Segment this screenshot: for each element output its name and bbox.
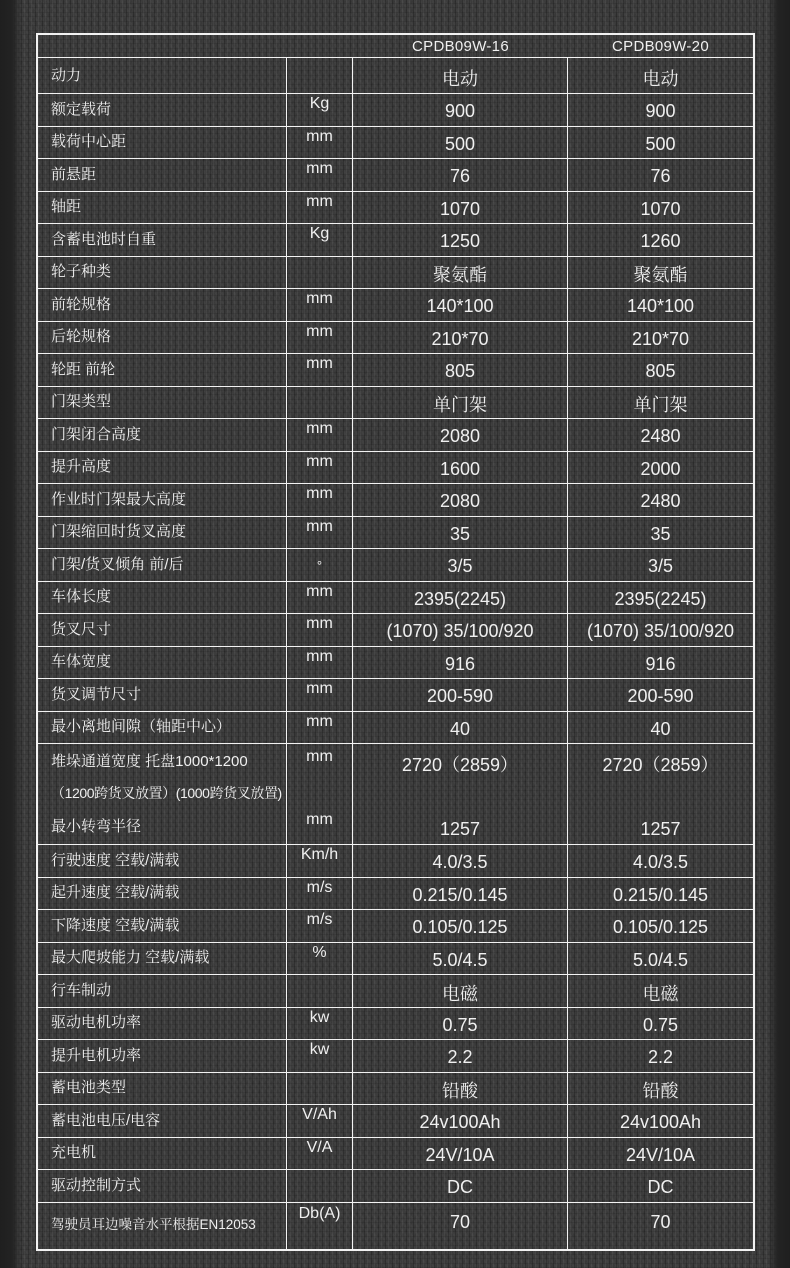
spec-label: 车体宽度 xyxy=(38,647,287,679)
spec-unit: mm xyxy=(287,647,353,679)
table-row xyxy=(38,1008,753,1041)
spec-label: 轴距 xyxy=(38,192,287,224)
table-row xyxy=(38,94,753,127)
spec-value-model2: 2480 xyxy=(640,491,681,512)
spec-value-model1: 1070 xyxy=(353,192,568,224)
spec-unit: mm xyxy=(287,192,353,224)
spec-value-model2: 单门架 xyxy=(633,395,688,416)
spec-value-model2: 500 xyxy=(645,133,676,154)
spec-unit: mm xyxy=(287,712,353,744)
spec-value-model1: 70 xyxy=(353,1203,568,1249)
spec-label: 蓄电池类型 xyxy=(38,1073,287,1105)
spec-value-model2: 4.0/3.5 xyxy=(632,852,689,873)
spec-value-model2: 24V/10A xyxy=(625,1144,696,1165)
spec-value-model2: (1070) 35/100/920 xyxy=(586,621,735,642)
table-row xyxy=(38,878,753,911)
spec-label: 前悬距 xyxy=(38,159,287,191)
spec-value-model1: 0.75 xyxy=(353,1008,568,1040)
spec-label: 最小离地间隙（轴距中心） xyxy=(38,712,287,744)
spec-unit: Kg xyxy=(287,94,353,126)
table-row xyxy=(38,910,753,943)
spec-label: 充电机 xyxy=(38,1138,287,1170)
table-row xyxy=(38,549,753,582)
table-row xyxy=(38,1170,753,1203)
spec-label: 起升速度 空载/满载 xyxy=(38,878,287,910)
table-row xyxy=(38,289,753,322)
spec-unit: Db(A) xyxy=(287,1203,353,1249)
spec-value-model2: 76 xyxy=(650,166,671,187)
spec-unit: Kg xyxy=(287,224,353,256)
spec-value-model1: 1600 xyxy=(353,452,568,484)
spec-value-model2: 35 xyxy=(650,523,671,544)
table-row xyxy=(38,484,753,517)
spec-label: 动力 xyxy=(38,58,287,93)
spec-label: 门架闭合高度 xyxy=(38,419,287,451)
spec-unit: mm xyxy=(287,679,353,711)
spec-label: 提升高度 xyxy=(38,452,287,484)
spec-value-model1: 210*70 xyxy=(353,322,568,354)
spec-value-model2: 2480 xyxy=(640,426,681,447)
table-row xyxy=(38,322,753,355)
spec-unit: kw xyxy=(287,1008,353,1040)
table-row xyxy=(38,257,753,290)
model-column-header: CPDB09W-20 xyxy=(612,37,709,55)
spec-value-model2: DC xyxy=(647,1177,674,1198)
spec-value-model1: 35 xyxy=(353,517,568,549)
spec-table xyxy=(36,33,755,1251)
spec-label: 驱动电机功率 xyxy=(38,1008,287,1040)
table-row xyxy=(38,712,753,745)
spec-unit: % xyxy=(287,943,353,975)
spec-unit: kw xyxy=(287,1040,353,1072)
spec-value-model1: 2.2 xyxy=(353,1040,568,1072)
spec-label: 货叉尺寸 xyxy=(38,614,287,646)
table-row xyxy=(38,452,753,485)
spec-value-model2: 聚氨酯 xyxy=(633,265,688,286)
spec-value-model1: 电磁 xyxy=(353,975,568,1007)
spec-unit: mm xyxy=(287,289,353,321)
spec-unit: mm xyxy=(287,354,353,386)
spec-label: 行驶速度 空载/满载 xyxy=(38,845,287,877)
spec-unit xyxy=(287,975,353,1007)
spec-unit: V/Ah xyxy=(287,1105,353,1137)
spec-value-model2: 900 xyxy=(645,101,676,122)
table-row xyxy=(38,744,753,810)
spec-label: 堆垛通道宽度 托盘1000*1200 （1200跨货叉放置）(1000跨货叉放置) xyxy=(38,744,287,810)
table-row xyxy=(38,1203,753,1249)
spec-value-model1: 0.105/0.125 xyxy=(353,910,568,942)
spec-unit: mm xyxy=(287,517,353,549)
spec-label: 下降速度 空载/满载 xyxy=(38,910,287,942)
table-row xyxy=(38,159,753,192)
spec-unit: mm xyxy=(287,484,353,516)
spec-value-model1: 500 xyxy=(353,127,568,159)
spec-label: 前轮规格 xyxy=(38,289,287,321)
spec-value-model2: 210*70 xyxy=(631,328,690,349)
spec-unit xyxy=(287,1170,353,1202)
spec-value-model2: 1257 xyxy=(640,818,681,839)
spec-label: 门架/货叉倾角 前/后 xyxy=(38,549,287,581)
spec-label: 额定载荷 xyxy=(38,94,287,126)
spec-label: 轮距 前轮 xyxy=(38,354,287,386)
spec-value-model1: 电动 xyxy=(353,58,568,93)
spec-value-model2: 电磁 xyxy=(642,983,679,1004)
table-row xyxy=(38,943,753,976)
table-row xyxy=(38,419,753,452)
spec-label: 门架缩回时货叉高度 xyxy=(38,517,287,549)
table-row xyxy=(38,1105,753,1138)
spec-value-model2: 2.2 xyxy=(647,1047,674,1068)
spec-label: 驱动控制方式 xyxy=(38,1170,287,1202)
spec-unit xyxy=(287,58,353,93)
table-row xyxy=(38,975,753,1008)
spec-value-model1: 铅酸 xyxy=(353,1073,568,1105)
spec-value-model1: 76 xyxy=(353,159,568,191)
spec-value-model2: 70 xyxy=(650,1211,671,1232)
spec-value-model1: 5.0/4.5 xyxy=(353,943,568,975)
table-row xyxy=(38,647,753,680)
spec-value-model1: 0.215/0.145 xyxy=(353,878,568,910)
spec-unit: mm xyxy=(287,582,353,614)
table-row xyxy=(38,810,753,845)
right-vignette xyxy=(768,0,790,1268)
spec-unit: mm xyxy=(287,322,353,354)
spec-label: 轮子种类 xyxy=(38,257,287,289)
spec-value-model2: 2395(2245) xyxy=(614,588,707,609)
spec-unit: mm xyxy=(287,452,353,484)
table-row xyxy=(38,127,753,160)
spec-unit: V/A xyxy=(287,1138,353,1170)
table-row xyxy=(38,224,753,257)
spec-value-model1: 805 xyxy=(353,354,568,386)
table-row xyxy=(38,679,753,712)
spec-label: 最小转弯半径 xyxy=(38,810,287,844)
spec-value-model2: 805 xyxy=(645,361,676,382)
spec-unit xyxy=(287,387,353,419)
spec-label: 最大爬坡能力 空载/满载 xyxy=(38,943,287,975)
table-row xyxy=(38,192,753,225)
spec-unit: Km/h xyxy=(287,845,353,877)
table-body xyxy=(38,58,753,1249)
spec-unit: mm xyxy=(287,419,353,451)
spec-value-model1: DC xyxy=(353,1170,568,1202)
spec-value-model1: 2080 xyxy=(353,484,568,516)
spec-value-model2: 3/5 xyxy=(647,556,674,577)
spec-value-model2: 140*100 xyxy=(626,296,695,317)
spec-value-model2: 916 xyxy=(645,653,676,674)
spec-unit: ° xyxy=(287,549,353,581)
spec-value-model1: 2395(2245) xyxy=(353,582,568,614)
spec-label: 货叉调节尺寸 xyxy=(38,679,287,711)
spec-unit: mm xyxy=(287,810,353,844)
spec-label: 蓄电池电压/电容 xyxy=(38,1105,287,1137)
spec-value-model2: 5.0/4.5 xyxy=(632,949,689,970)
spec-unit: m/s xyxy=(287,910,353,942)
table-row xyxy=(38,387,753,420)
spec-unit xyxy=(287,1073,353,1105)
table-row xyxy=(38,58,753,94)
spec-value-model2: 2000 xyxy=(640,458,681,479)
spec-label: 行车制动 xyxy=(38,975,287,1007)
spec-unit: m/s xyxy=(287,878,353,910)
spec-label: 载荷中心距 xyxy=(38,127,287,159)
spec-value-model1: 200-590 xyxy=(353,679,568,711)
spec-value-model1: 2720（2859） xyxy=(353,744,568,810)
table-header-row xyxy=(38,35,753,58)
table-row xyxy=(38,354,753,387)
spec-value-model1: 900 xyxy=(353,94,568,126)
spec-value-model1: 4.0/3.5 xyxy=(353,845,568,877)
spec-value-model2: 1070 xyxy=(640,198,681,219)
model-column-header: CPDB09W-16 xyxy=(412,37,509,55)
table-row xyxy=(38,1040,753,1073)
spec-value-model1: 24V/10A xyxy=(353,1138,568,1170)
spec-value-model2: 24v100Ah xyxy=(619,1112,702,1133)
spec-value-model1: 单门架 xyxy=(353,387,568,419)
spec-value-model1: 916 xyxy=(353,647,568,679)
spec-value-model2: 电动 xyxy=(642,68,679,89)
spec-unit: mm xyxy=(287,127,353,159)
spec-value-model1: 40 xyxy=(353,712,568,744)
spec-label: 驾驶员耳边噪音水平根据EN12053 xyxy=(38,1203,287,1249)
spec-label: 车体长度 xyxy=(38,582,287,614)
table-row xyxy=(38,1138,753,1171)
table-row xyxy=(38,582,753,615)
spec-unit xyxy=(287,257,353,289)
header-spacer xyxy=(38,35,353,57)
spec-value-model1: 聚氨酯 xyxy=(353,257,568,289)
spec-unit: mm xyxy=(287,614,353,646)
spec-value-model1: (1070) 35/100/920 xyxy=(353,614,568,646)
spec-unit: mm xyxy=(287,744,353,810)
spec-value-model1: 3/5 xyxy=(353,549,568,581)
spec-value-model1: 24v100Ah xyxy=(353,1105,568,1137)
table-row xyxy=(38,614,753,647)
spec-value-model1: 1257 xyxy=(353,810,568,844)
table-row xyxy=(38,517,753,550)
spec-value-model2: 1260 xyxy=(640,231,681,252)
spec-value-model2: 0.215/0.145 xyxy=(612,884,709,905)
spec-value-model1: 1250 xyxy=(353,224,568,256)
table-row xyxy=(38,1073,753,1106)
table-row xyxy=(38,845,753,878)
spec-value-model1: 140*100 xyxy=(353,289,568,321)
spec-value-model2: 2720（2859） xyxy=(602,755,719,775)
spec-label: 后轮规格 xyxy=(38,322,287,354)
spec-value-model2: 铅酸 xyxy=(642,1081,679,1102)
spec-value-model1: 2080 xyxy=(353,419,568,451)
spec-label: 提升电机功率 xyxy=(38,1040,287,1072)
spec-label: 作业时门架最大高度 xyxy=(38,484,287,516)
spec-value-model2: 0.75 xyxy=(642,1014,679,1035)
spec-unit: mm xyxy=(287,159,353,191)
spec-value-model2: 200-590 xyxy=(627,686,694,707)
spec-label: 含蓄电池时自重 xyxy=(38,224,287,256)
left-vignette xyxy=(0,0,22,1268)
spec-label: 门架类型 xyxy=(38,387,287,419)
spec-value-model2: 40 xyxy=(650,718,671,739)
spec-value-model2: 0.105/0.125 xyxy=(612,917,709,938)
